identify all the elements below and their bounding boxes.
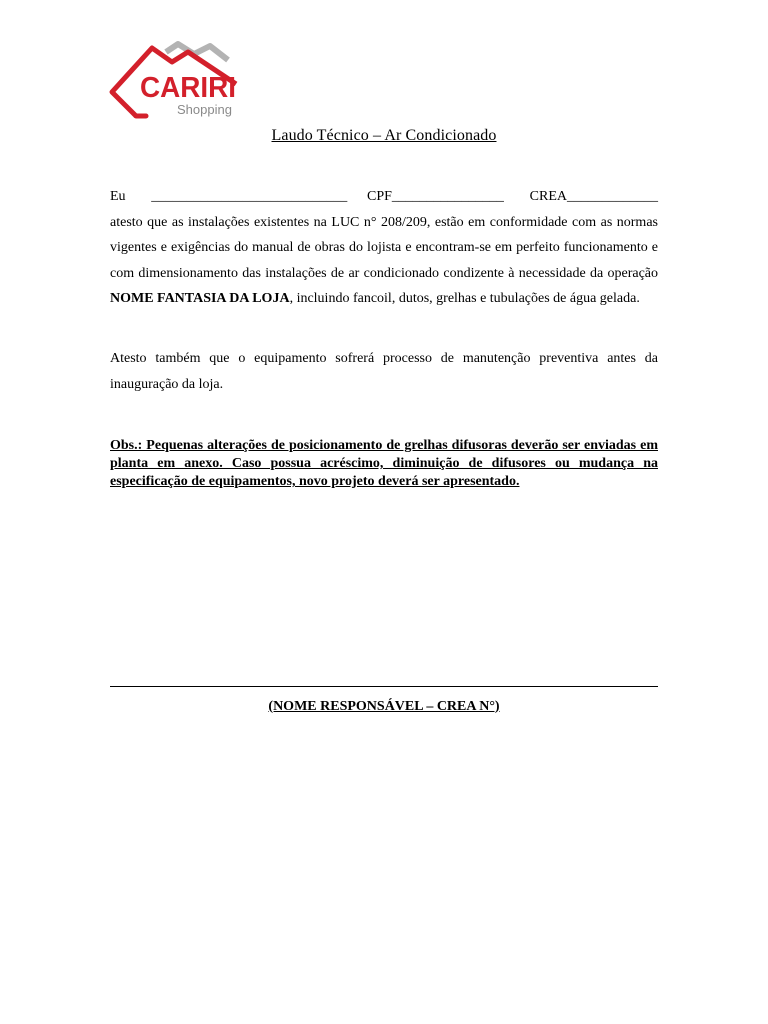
declaration-body bbox=[110, 210, 658, 312]
logo-brand-text: CARIRI bbox=[140, 72, 236, 104]
cpf-field: CPF________________ bbox=[367, 189, 504, 204]
crea-field: CREA_____________ bbox=[529, 189, 658, 204]
declaration-paragraph bbox=[110, 184, 658, 312]
observation-note: Obs.: Pequenas alterações de posicionamento de grelhas difusoras deverão ser enviadas em planta em anexo. Caso possua acréscimo, diminuição de difusores ou mudança na especificação de equipamentos, novo projeto deverá ser apresentado. bbox=[110, 438, 658, 489]
name-blank: ____________________________ bbox=[151, 189, 348, 204]
signature-line bbox=[110, 686, 658, 687]
signature-label: (NOME RESPONSÁVEL – CREA N°) bbox=[268, 699, 500, 714]
declaration-first-line bbox=[110, 184, 658, 210]
maintenance-paragraph: Atesto também que o equipamento sofrerá processo de manutenção preventiva antes da inauguração da loja. bbox=[110, 351, 658, 392]
logo-subtitle-text: Shopping bbox=[177, 102, 232, 117]
cariri-shopping-logo bbox=[106, 40, 240, 124]
store-name-placeholder: NOME FANTASIA DA LOJA bbox=[110, 291, 290, 306]
eu-label: Eu bbox=[110, 189, 126, 204]
declaration-text-end: , incluindo fancoil, dutos, grelhas e tubulações de água gelada. bbox=[289, 291, 640, 306]
document-title: Laudo Técnico – Ar Condicionado bbox=[271, 127, 497, 144]
declaration-text: atesto que as instalações existentes na LUC n° 208/209, estão em conformidade com as normas vigentes e exigências do manual de obras do lojista e encontram-se em perfeito funcionamento e com dimensionamento das instalações de ar condicionado condizente à necessidade da operação bbox=[110, 214, 658, 281]
